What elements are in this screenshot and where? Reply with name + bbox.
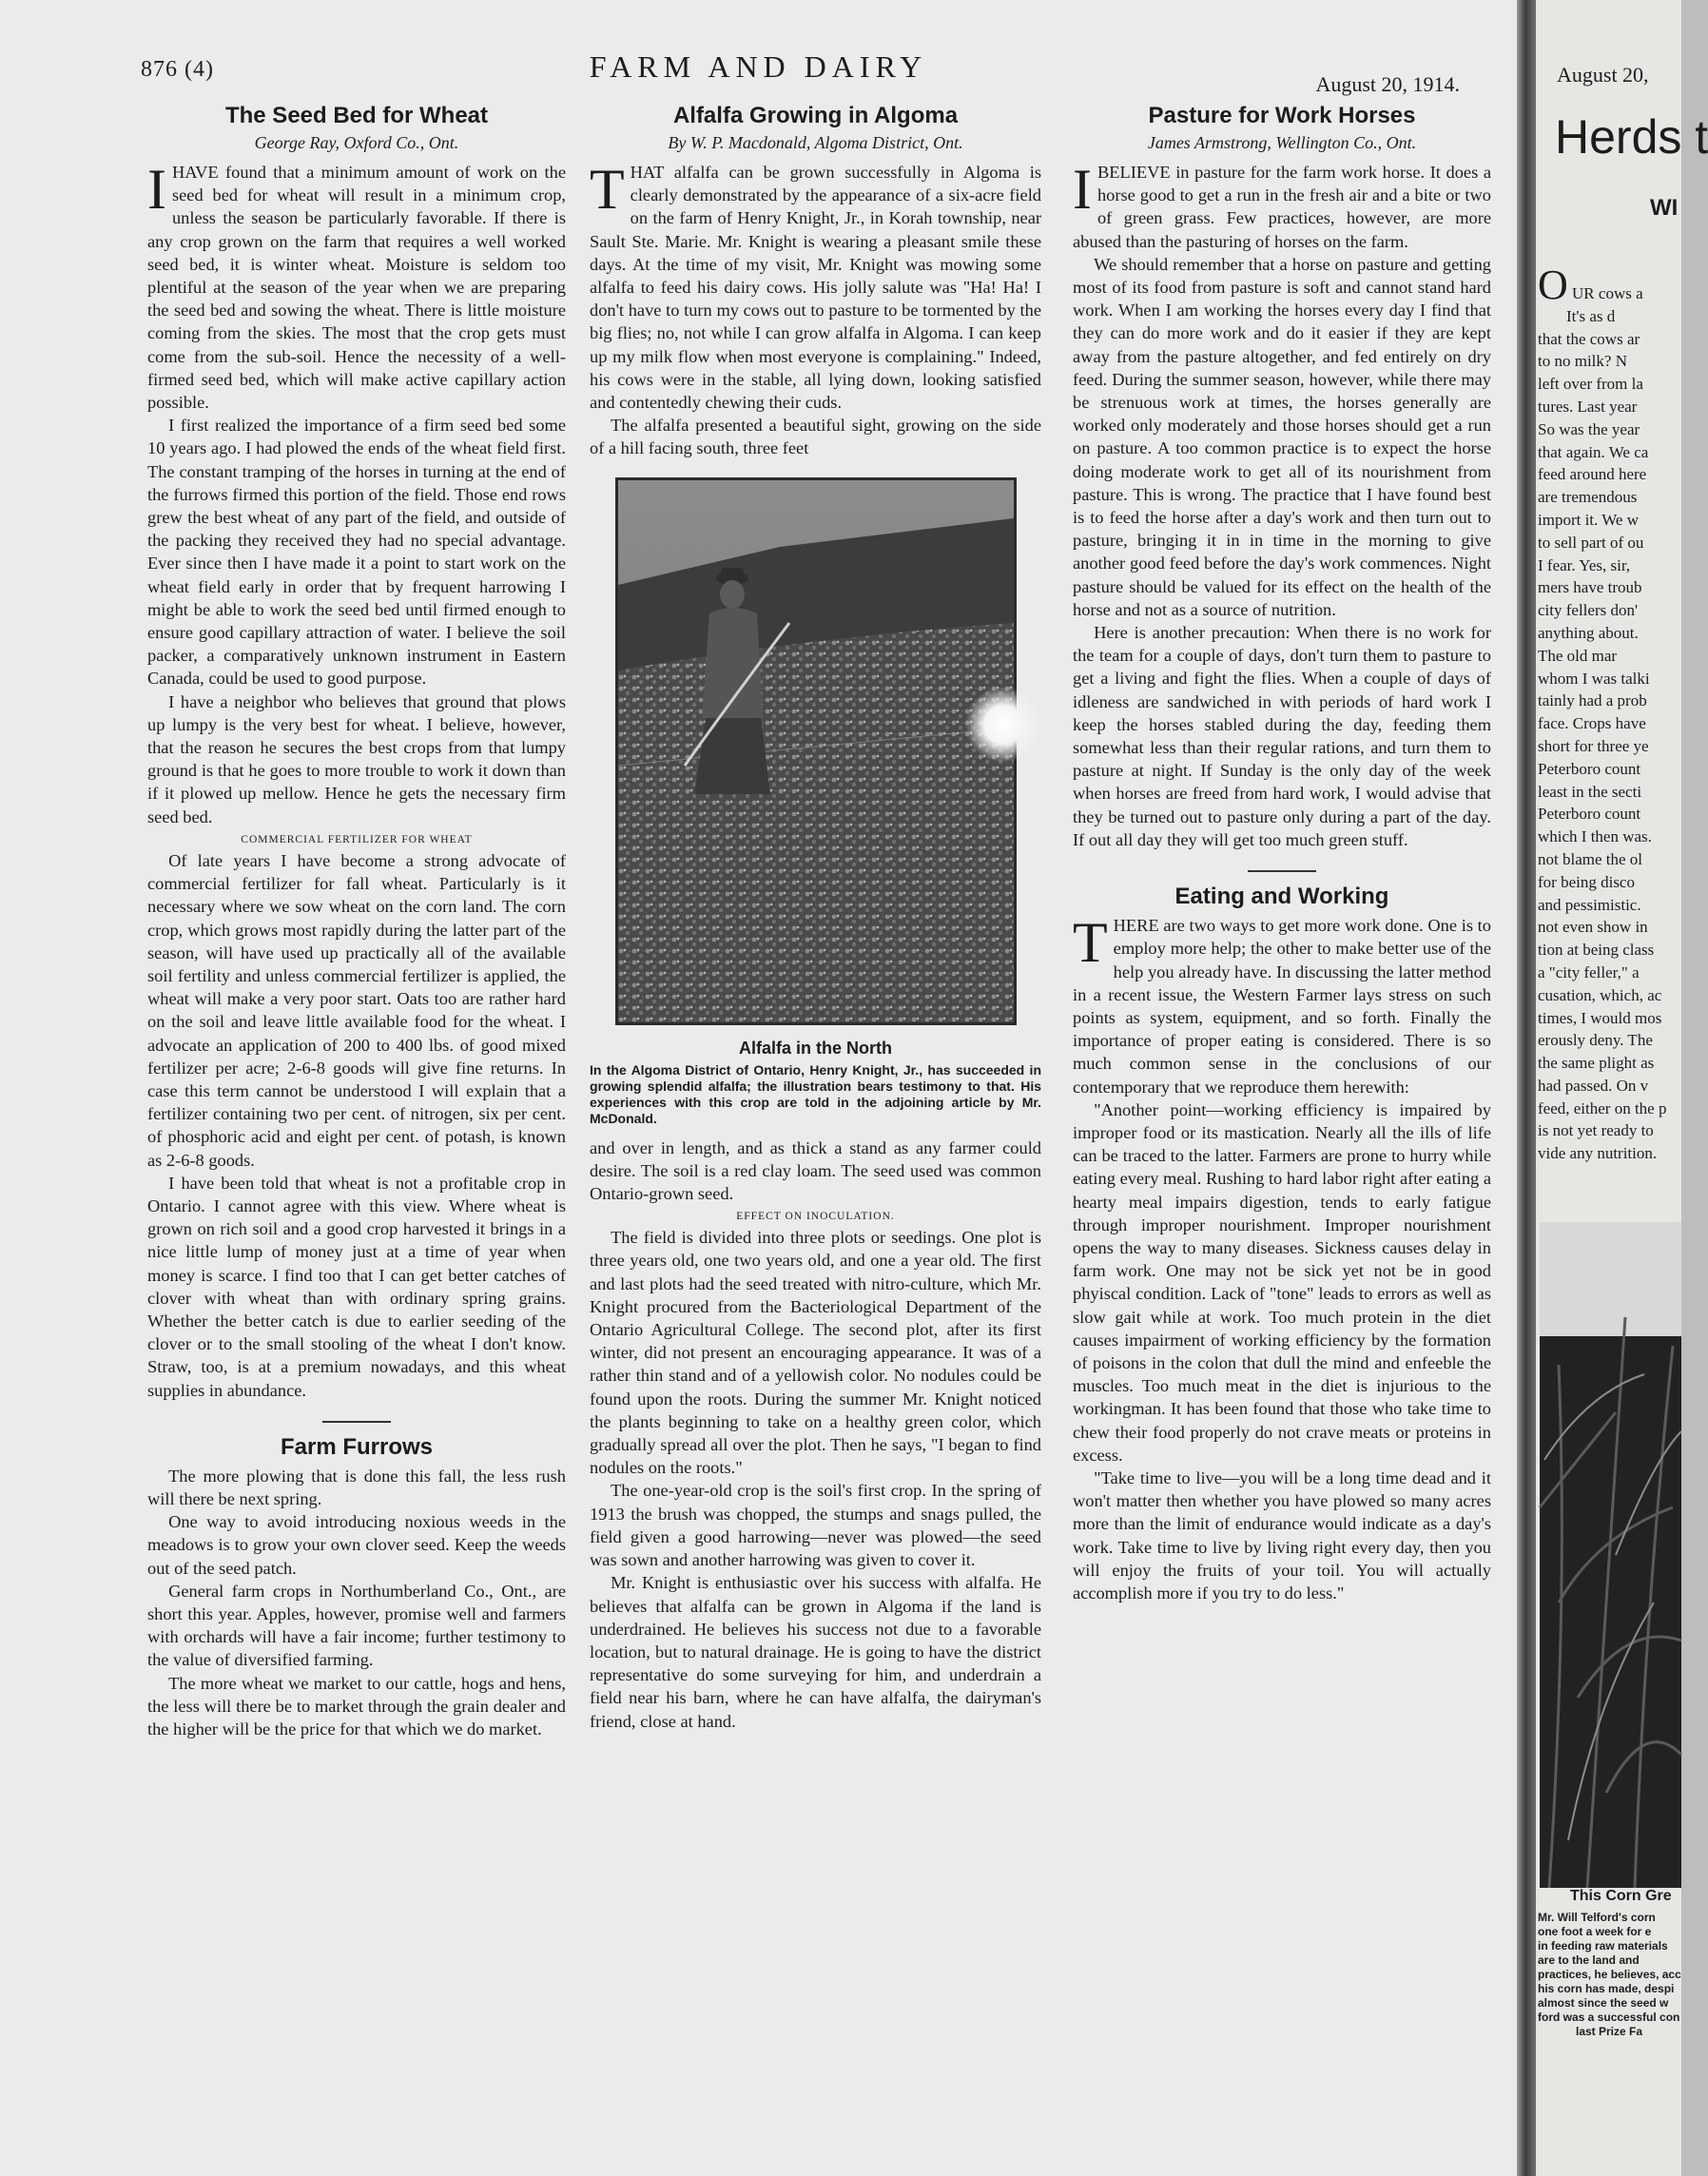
text-line: O UR cows a xyxy=(1538,262,1643,308)
text-line: the same plight as xyxy=(1538,1054,1655,1073)
text-line: I fear. Yes, sir, xyxy=(1538,555,1631,574)
alfalfa-photo xyxy=(615,477,1017,1025)
text-line: which I then was. xyxy=(1538,827,1652,846)
paragraph: Here is another precaution: When there is no work for the team for a couple of days, don't turn them to pasture to get a living and fight the flies. When a couple of days of idleness are sandwiched in with periods of hard work I keep the horses stabled during the day, feeding them somewhat less than their regular rations, and turn them to pasture at night. If Sunday is the only day of the week when horses are freed from hard work, I would advise that they be turned out to pasture only during a part of the day. If out all day they will get too much green stuff. xyxy=(1073,623,1491,849)
paragraph: BELIEVE in pasture for the farm work horse. It does a horse good to get a run in the fresh air and a bite or two of green grass. Few practices, however, are more abused than the pasturing of horses on the farm. xyxy=(1073,163,1491,251)
caption-line: one foot a week for e xyxy=(1538,1925,1652,1938)
article-body xyxy=(590,158,1041,460)
corn-photo-caption xyxy=(1538,1888,1680,2039)
column-2 xyxy=(590,103,1041,1733)
corn-photo xyxy=(1540,1222,1681,1888)
paragraph: HAT alfalfa can be grown successfully in Algoma is clearly demonstrated by the appearance of a six-acre field on the farm of Henry Knight, Jr., in Korah township, near Sault Ste. Marie. Mr. Knight is wearing a pleasant smile these days. At the time of my visit, Mr. Knight was mowing some alfalfa to feed his dairy cows. His jolly salute was "Ha! Ha! I don't have to turn my cows out to pasture to be tormented by the big flies; no, not while I can grow alfalfa in Algoma. I can keep up my milk flow when most everyone is complaining." Indeed, his cows were in the stable, all lying down, looking satisfied and contentedly chewing their cuds. xyxy=(590,163,1041,413)
drop-cap: O xyxy=(1538,262,1568,308)
paragraph: I first realized the importance of a firm seed bed some 10 years ago. I had plowed the ends of the wheat field first. The constant tramping of the horses in turning at the end of the furrows firmed this portion of the field. Those end rows grew the best wheat of any part of the field, and outside of the packing they received they had no special advantage. Ever since then I have made it a point to start work on the wheat field early in order that by frequent harrowing I might be able to work the seed bed until firmed enough to ensure good capillary attraction of water. I believe the soil packer, a comparatively unknown instrument in Eastern Canada, could be used to good purpose. xyxy=(147,416,566,689)
paragraph: Of late years I have become a strong advocate of commercial fertilizer for fall wheat. Particularly is it necessary where we sow wheat on the corn land. The corn crop, which grows most rapidly during the latter part of the season, will have used up practically all of the available soil fertility and unless commercial fertilizer is applied, the wheat will make a very poor start. Oats too are rather hard on the soil and leave little available food for the wheat. I advocate an application of 200 to 400 lbs. of good mixed fertilizer per acre; 2-6-8 goods will give fine returns. In case this term cannot be understood I will explain that a fertilizer containing two per cent. of nitrogen, six per cent. of phosphoric acid and eight per cent. of potash, is known as 2-6-8 goods. xyxy=(147,850,566,1170)
caption-line: ford was a successful con xyxy=(1538,2011,1680,2024)
caption-line: are to the land and xyxy=(1538,1953,1640,1967)
text-line: are tremendous xyxy=(1538,488,1638,507)
masthead: FARM AND DAIRY xyxy=(589,49,928,84)
article-body xyxy=(147,1465,566,1740)
text-line: cusation, which, ac xyxy=(1538,985,1662,1004)
article-body xyxy=(1073,158,1491,851)
article-byline: By W. P. Macdonald, Algoma District, Ont. xyxy=(668,133,963,152)
adjacent-page-date: August 20, xyxy=(1557,63,1649,87)
text-line: Peterboro count xyxy=(1538,759,1641,778)
paragraph: and over in length, and as thick a stand as any farmer could desire. The soil is a red clay loam. The seed used was common Ontario-grown seed. xyxy=(590,1137,1041,1204)
photo-caption-title: Alfalfa in the North xyxy=(739,1038,892,1058)
adjacent-page-text xyxy=(1538,262,1676,1165)
header-date: August 20, 1914. xyxy=(1315,72,1460,96)
article-pasture xyxy=(1073,103,1491,851)
article-title: Eating and Working xyxy=(1174,884,1389,910)
caption-line: his corn has made, despi xyxy=(1538,1982,1675,1995)
section-subhead: COMMERCIAL FERTILIZER FOR WHEAT xyxy=(241,833,473,845)
text-line: a "city feller," a xyxy=(1538,962,1640,981)
caption-line: last Prize Fa xyxy=(1576,2025,1643,2038)
text-line: anything about. xyxy=(1538,623,1639,642)
text-line: had passed. On v xyxy=(1538,1076,1649,1095)
text-line: erously deny. The xyxy=(1538,1031,1653,1050)
text-line: tures. Last year xyxy=(1538,397,1638,416)
photo-caption: In the Algoma District of Ontario, Henry Knight, Jr., has succeeded in growing splendid alfalfa; the illustration bears testimony to that. His experiences with this crop are told in the adjoining article by Mr. McDonald. xyxy=(590,1061,1041,1126)
column-3 xyxy=(1073,103,1491,1604)
paragraph: I have been told that wheat is not a profitable crop in Ontario. I cannot agree with this view. Where wheat is grown on rich soil and a good crop harvested it brings in a nice little lump of money just at a time of year when money is scarce. I find too that I can get better catches of clover with wheat than with ordinary spring grains. Whether the better catch is due to earlier seeding of the clover or to the small stooling of the wheat I don't know. Straw, too, is at a premium nowadays, and this wheat supplies in abundance. xyxy=(147,1173,566,1400)
article-title: Pasture for Work Horses xyxy=(1148,103,1416,128)
section-subhead: EFFECT ON INOCULATION. xyxy=(736,1211,895,1223)
paragraph: The alfalfa presented a beautiful sight, growing on the side of a hill facing south, three feet xyxy=(590,416,1041,458)
text-line: for being disco xyxy=(1538,872,1635,891)
photo-caption-title: This Corn Gre xyxy=(1570,1888,1672,1904)
paragraph: We should remember that a horse on pasture and getting most of its food from pasture is soft and cannot stand hard work. When I am working the horses every day I find that they can do more work and do it easier if they are kept away from the pasture altogether, and fed entirely on dry feed. During the summer season, however, while there may be strenuous work at times, the horses generally are worked only moderately and those horses should get a run on pasture. A too common practice is to expect the horse doing moderate work to get all of its nourishment from pasture. This is wrong. The practice that I have found best is to feed the horse after a day's work and then turn out to pasture, bringing it in in time in the morning to give another good feed before the day's work commences. Night pasture should be valued for its effect on the health of the horse and not as a source of nutrition. xyxy=(1073,254,1491,619)
paragraph: "Take time to live—you will be a long time dead and it won't matter then whether you have plowed so many acres more than the limit of endurance would indicate as a day's work. Take time to live by living right every day, then you will enjoy the fruits of your toil. You will actually accomplish more if you try to do less." xyxy=(1073,1467,1491,1603)
caption-line: almost since the seed w xyxy=(1538,1996,1669,2010)
divider xyxy=(1248,870,1316,872)
divider xyxy=(322,1421,391,1423)
text-line: that again. We ca xyxy=(1538,442,1649,461)
text-line: So was the year xyxy=(1538,419,1640,438)
text-line: that the cows ar xyxy=(1538,329,1640,348)
page-number: 876 (4) xyxy=(141,57,214,82)
text-line: is not yet ready to xyxy=(1538,1121,1654,1140)
paragraph: General farm crops in Northumberland Co., Ont., are short this year. Apples, however, promise well and farmers with orchards will have a fair income; further testimony to the value of diversified farming. xyxy=(147,1581,566,1670)
text-line: not blame the ol xyxy=(1538,849,1643,868)
paragraph: The one-year-old crop is the soil's first crop. In the spring of 1913 the brush was chopped, the stumps and snags pulled, the field given a good harrowing—never was plowed—the seed was sown and another harrowing was given to cover it. xyxy=(590,1481,1041,1570)
text-line: times, I would mos xyxy=(1538,1008,1662,1027)
text-line: It's as d xyxy=(1566,306,1616,325)
article-body xyxy=(1073,911,1491,1604)
paragraph: HERE are two ways to get more work done. One is to employ more help; the other to make better use of the help you already have. In discussing the latter method in a recent issue, the Western Farmer lays stress on such points as system, equipment, and so forth. Finally the importance of proper eating is considered. There is so much common sense in the conclusions of our contemporary that we reproduce them herewith: xyxy=(1073,916,1491,1097)
alfalfa-field-image xyxy=(618,480,1014,1022)
text-line: import it. We w xyxy=(1538,510,1639,529)
adjacent-page-subtitle: WI xyxy=(1650,195,1679,221)
paragraph: The more wheat we market to our cattle, hogs and hens, the less will there be to market through the grain dealer and the higher will be the price for that which we do market. xyxy=(147,1673,566,1739)
paragraph: Mr. Knight is enthusiastic over his success with alfalfa. He believes that alfalfa can be grown in Algoma if the land is underdrained. He believes his success not due to a favorable location, but to natural drainage. He is going to have the district representative do some surveying for him, and underdrain a field near his barn, where he can have alfalfa, the dairyman's friend, close at hand. xyxy=(590,1573,1041,1731)
column-1 xyxy=(147,103,566,1740)
drop-cap: T xyxy=(1073,911,1108,975)
article-seed-bed xyxy=(147,103,566,1402)
adjacent-page xyxy=(1536,0,1708,2176)
text-line: to no milk? N xyxy=(1538,352,1627,371)
caption-line: in feeding raw materials xyxy=(1538,1939,1668,1953)
text-line: mers have troub xyxy=(1538,578,1642,597)
text-line: tion at being class xyxy=(1538,941,1655,960)
paragraph: The field is divided into three plots or seedings. One plot is three years old, one two years old, and one a year old. The first and last plots had the seed treated with nitro-culture, which Mr. Knight procured from the Bacteriological Department of the Ontario Agricultural College. The second plot, after its first winter, did not present an encouraging appearance. It was of a rather thin stand and of a yellowish color. No nodules could be found upon the roots. During the summer Mr. Knight noticed the plants beginning to take on a healthy green color, which gradually spread all over the plot. Then he says, "I began to find nodules on the roots." xyxy=(590,1228,1041,1478)
text-line: whom I was talki xyxy=(1538,669,1650,688)
drop-cap: T xyxy=(590,158,625,221)
caption-line: Mr. Will Telford's corn xyxy=(1538,1911,1656,1924)
corn-field-image xyxy=(1540,1222,1681,1888)
text-line: vide any nutrition. xyxy=(1538,1144,1658,1163)
text-line: feed, either on the p xyxy=(1538,1098,1667,1117)
caption-line: practices, he believes, acc xyxy=(1538,1968,1681,1981)
adjacent-page-title: Herds t xyxy=(1555,110,1708,164)
paragraph: "Another point—working efficiency is impaired by improper food or its mastication. Nearly all the ills of life can be traced to the latter. Farmers are prone to hurry while eating every meal. Rushing to hard labor right after eating a hearty meal impairs digestion, tends to early fatigue through improper nourishment. Improper nourishment opens the way to many diseases. Sickness causes delay in farm work. One may not be sick yet not be in good phyiscal condition. Lack of "tone" leads to errors as well as slow gait while at work. Too much protein in the diet causes impairment of working efficiency by the formation of poisons in the colon that dull the mind and enfeeble the muscles. Too much meat in the diet is injurious to the workingman. It has been found that those who take time to chew their food properly do not crave meats or proteins in excess. xyxy=(1073,1099,1491,1465)
article-body xyxy=(147,158,566,1402)
article-byline: George Ray, Oxford Co., Ont. xyxy=(254,133,459,152)
article-body-continued xyxy=(590,1137,1041,1733)
article-eating-working xyxy=(1073,884,1491,1604)
article-title: Farm Furrows xyxy=(280,1433,434,1460)
drop-cap: I xyxy=(147,158,166,221)
text-line: Peterboro count xyxy=(1538,805,1641,824)
paragraph: One way to avoid introducing noxious weeds in the meadows is to grow your own clover seed. Keep the weeds out of the seed patch. xyxy=(147,1512,566,1578)
text-line: to sell part of ou xyxy=(1538,533,1644,552)
article-byline: James Armstrong, Wellington Co., Ont. xyxy=(1147,133,1417,152)
paragraph: I have a neighbor who believes that ground that plows up lumpy is the very best for wheat. I believe, however, that the reason he secures the best crops from that lumpy ground is that he goes to more trouble to work it down than if it plowed up mellow. Hence he gets the necessary firm seed bed. xyxy=(147,691,566,826)
article-title: Alfalfa Growing in Algoma xyxy=(672,103,959,128)
article-alfalfa xyxy=(590,103,1041,1733)
text-line: least in the secti xyxy=(1538,782,1642,801)
paragraph: HAVE found that a minimum amount of work on the seed bed for wheat will result in a minimum crop, unless the season be particularly favorable. If there is any crop grown on the farm that requires a well worked seed bed, it is winter wheat. Moisture is seldom too plentiful at the season of the year when we are preparing the seed bed and sowing the wheat. There is little moisture coming from the skies. The most that the crop gets must come from the sub-soil. Hence the necessity of a well-firmed seed bed, which will make active capillary action possible. xyxy=(147,163,566,413)
text-line: feed around here xyxy=(1538,465,1647,484)
text-line: left over from la xyxy=(1538,375,1643,394)
text-line: short for three ye xyxy=(1538,736,1649,755)
page-gutter xyxy=(1517,0,1536,2176)
text-line: and pessimistic. xyxy=(1538,895,1641,914)
article-farm-furrows xyxy=(147,1434,566,1740)
paragraph: The more plowing that is done this fall, the less rush will there be next spring. xyxy=(147,1466,566,1508)
article-title: The Seed Bed for Wheat xyxy=(224,103,489,128)
drop-cap: I xyxy=(1073,158,1092,221)
text-line: face. Crops have xyxy=(1538,714,1646,733)
page-header xyxy=(0,49,1517,105)
text-line: The old mar xyxy=(1538,646,1618,665)
text-line: not even show in xyxy=(1538,918,1648,937)
text-line: city fellers don' xyxy=(1538,601,1639,620)
text-line: tainly had a prob xyxy=(1538,691,1647,710)
